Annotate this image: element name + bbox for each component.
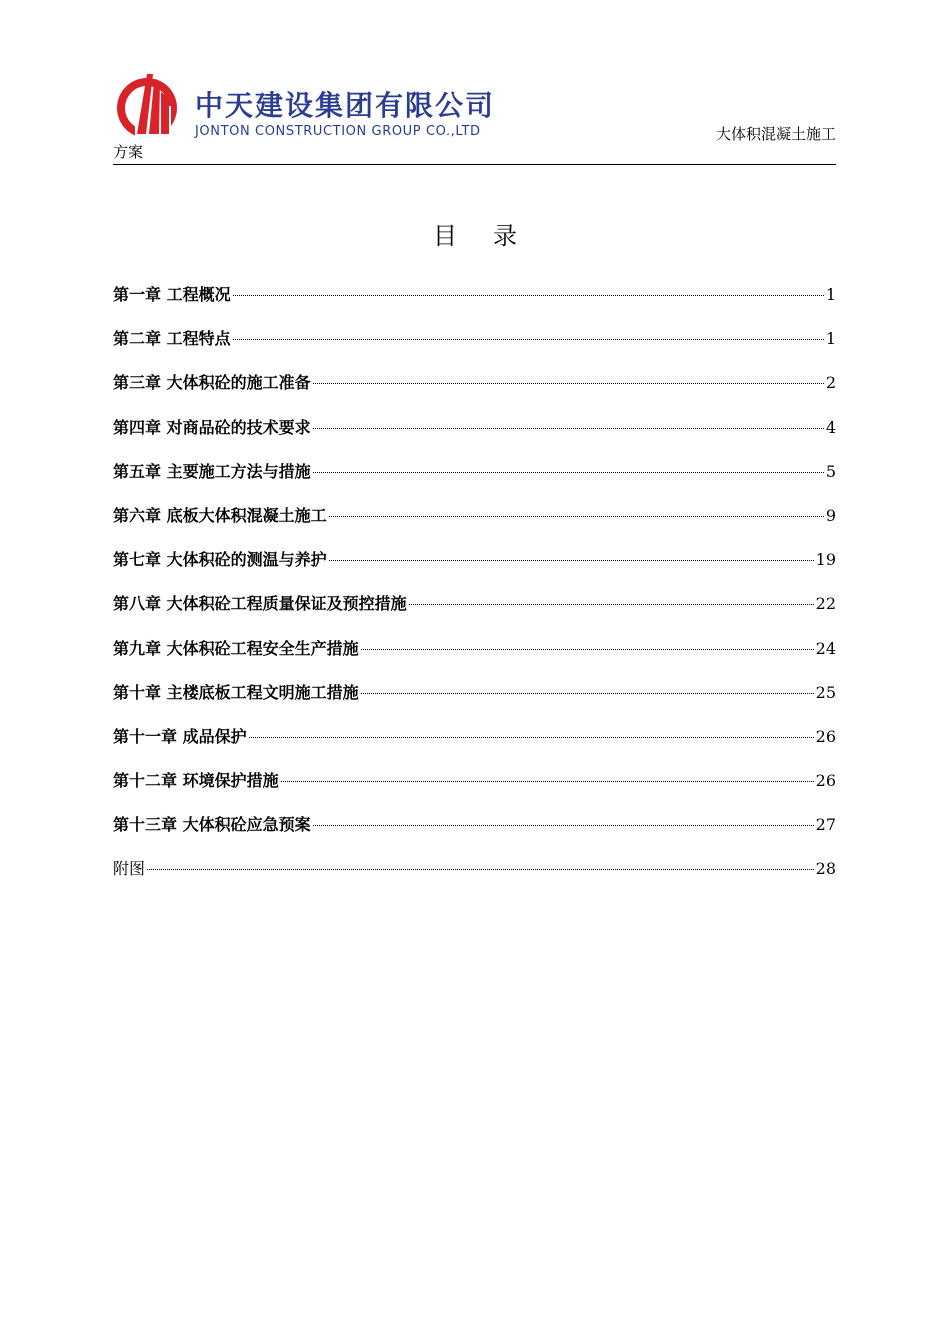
toc-entry-page-number: 24 bbox=[815, 638, 836, 658]
header-doc-title: 大体积混凝土施工 bbox=[715, 125, 836, 143]
toc-dot-leader bbox=[329, 516, 824, 517]
toc-dot-leader bbox=[361, 693, 814, 694]
toc-entry-label: 第五章 主要施工方法与措施 bbox=[113, 461, 311, 481]
toc-dot-leader bbox=[281, 781, 814, 782]
toc-entry-page-number: 26 bbox=[815, 726, 836, 746]
toc-entry-page-number: 2 bbox=[825, 373, 836, 393]
toc-entry[interactable] bbox=[113, 593, 836, 637]
toc-entry-page-number: 28 bbox=[815, 859, 836, 879]
page-header bbox=[113, 68, 836, 165]
toc-entry-label: 附图 bbox=[113, 859, 146, 879]
toc-entry-page-number: 25 bbox=[815, 682, 836, 702]
toc-entry-page-number: 19 bbox=[815, 550, 836, 570]
toc-entry[interactable] bbox=[113, 461, 836, 505]
toc-entry-page-number: 5 bbox=[825, 461, 836, 481]
toc-dot-leader bbox=[147, 869, 814, 870]
toc-dot-leader bbox=[313, 825, 814, 826]
toc-entry-label: 第十二章 环境保护措施 bbox=[113, 771, 279, 791]
toc-entry[interactable] bbox=[113, 814, 836, 858]
toc-entry-page-number: 26 bbox=[815, 771, 836, 791]
toc-entry[interactable] bbox=[113, 417, 836, 461]
toc-entry-label: 第七章 大体积砼的测温与养护 bbox=[113, 550, 327, 570]
toc-entry-label: 第四章 对商品砼的技术要求 bbox=[113, 417, 311, 437]
toc-entry-label: 第十三章 大体积砼应急预案 bbox=[113, 815, 311, 835]
toc-entry-page-number: 1 bbox=[825, 285, 836, 304]
toc-entry[interactable] bbox=[113, 770, 836, 814]
toc-entry[interactable] bbox=[113, 858, 836, 902]
toc-dot-leader bbox=[313, 472, 824, 473]
toc-entry[interactable] bbox=[113, 328, 836, 372]
toc-entry-page-number: 27 bbox=[815, 815, 836, 835]
toc-entry[interactable] bbox=[113, 638, 836, 682]
toc-entry-page-number: 1 bbox=[825, 329, 836, 349]
toc-entry[interactable] bbox=[113, 549, 836, 593]
toc-entry-page-number: 22 bbox=[815, 594, 836, 614]
toc-dot-leader bbox=[249, 737, 814, 738]
toc-entry[interactable] bbox=[113, 726, 836, 770]
toc-entry-label: 第八章 大体积砼工程质量保证及预控措施 bbox=[113, 594, 407, 614]
toc-entry-label: 第一章 工程概况 bbox=[113, 285, 231, 304]
toc-entry-label: 第六章 底板大体积混凝土施工 bbox=[113, 505, 327, 525]
toc-entry[interactable] bbox=[113, 682, 836, 726]
toc-dot-leader bbox=[313, 428, 824, 429]
header-doc-title-continued: 方案 bbox=[113, 143, 144, 161]
toc-title: 目录 bbox=[433, 222, 553, 250]
toc-entry[interactable] bbox=[113, 284, 836, 328]
toc-dot-leader bbox=[361, 649, 814, 650]
table-of-contents bbox=[113, 284, 836, 903]
toc-entry-label: 第十章 主楼底板工程文明施工措施 bbox=[113, 682, 359, 702]
company-logo bbox=[113, 72, 183, 140]
toc-entry[interactable] bbox=[113, 372, 836, 416]
toc-dot-leader bbox=[233, 339, 824, 340]
toc-entry-page-number: 4 bbox=[825, 417, 836, 437]
toc-dot-leader bbox=[313, 383, 824, 384]
toc-entry[interactable] bbox=[113, 505, 836, 549]
toc-entry-page-number: 9 bbox=[825, 505, 836, 525]
toc-entry-label: 第十一章 成品保护 bbox=[113, 726, 247, 746]
toc-entry-label: 第九章 大体积砼工程安全生产措施 bbox=[113, 638, 359, 658]
toc-dot-leader bbox=[233, 295, 824, 296]
company-name-en: JONTON CONSTRUCTION GROUP CO.,LTD bbox=[195, 124, 481, 139]
toc-entry-label: 第三章 大体积砼的施工准备 bbox=[113, 373, 311, 393]
toc-dot-leader bbox=[329, 560, 814, 561]
toc-entry-label: 第二章 工程特点 bbox=[113, 329, 231, 349]
company-name-cn: 中天建设集团有限公司 bbox=[195, 89, 496, 122]
toc-dot-leader bbox=[409, 604, 814, 605]
